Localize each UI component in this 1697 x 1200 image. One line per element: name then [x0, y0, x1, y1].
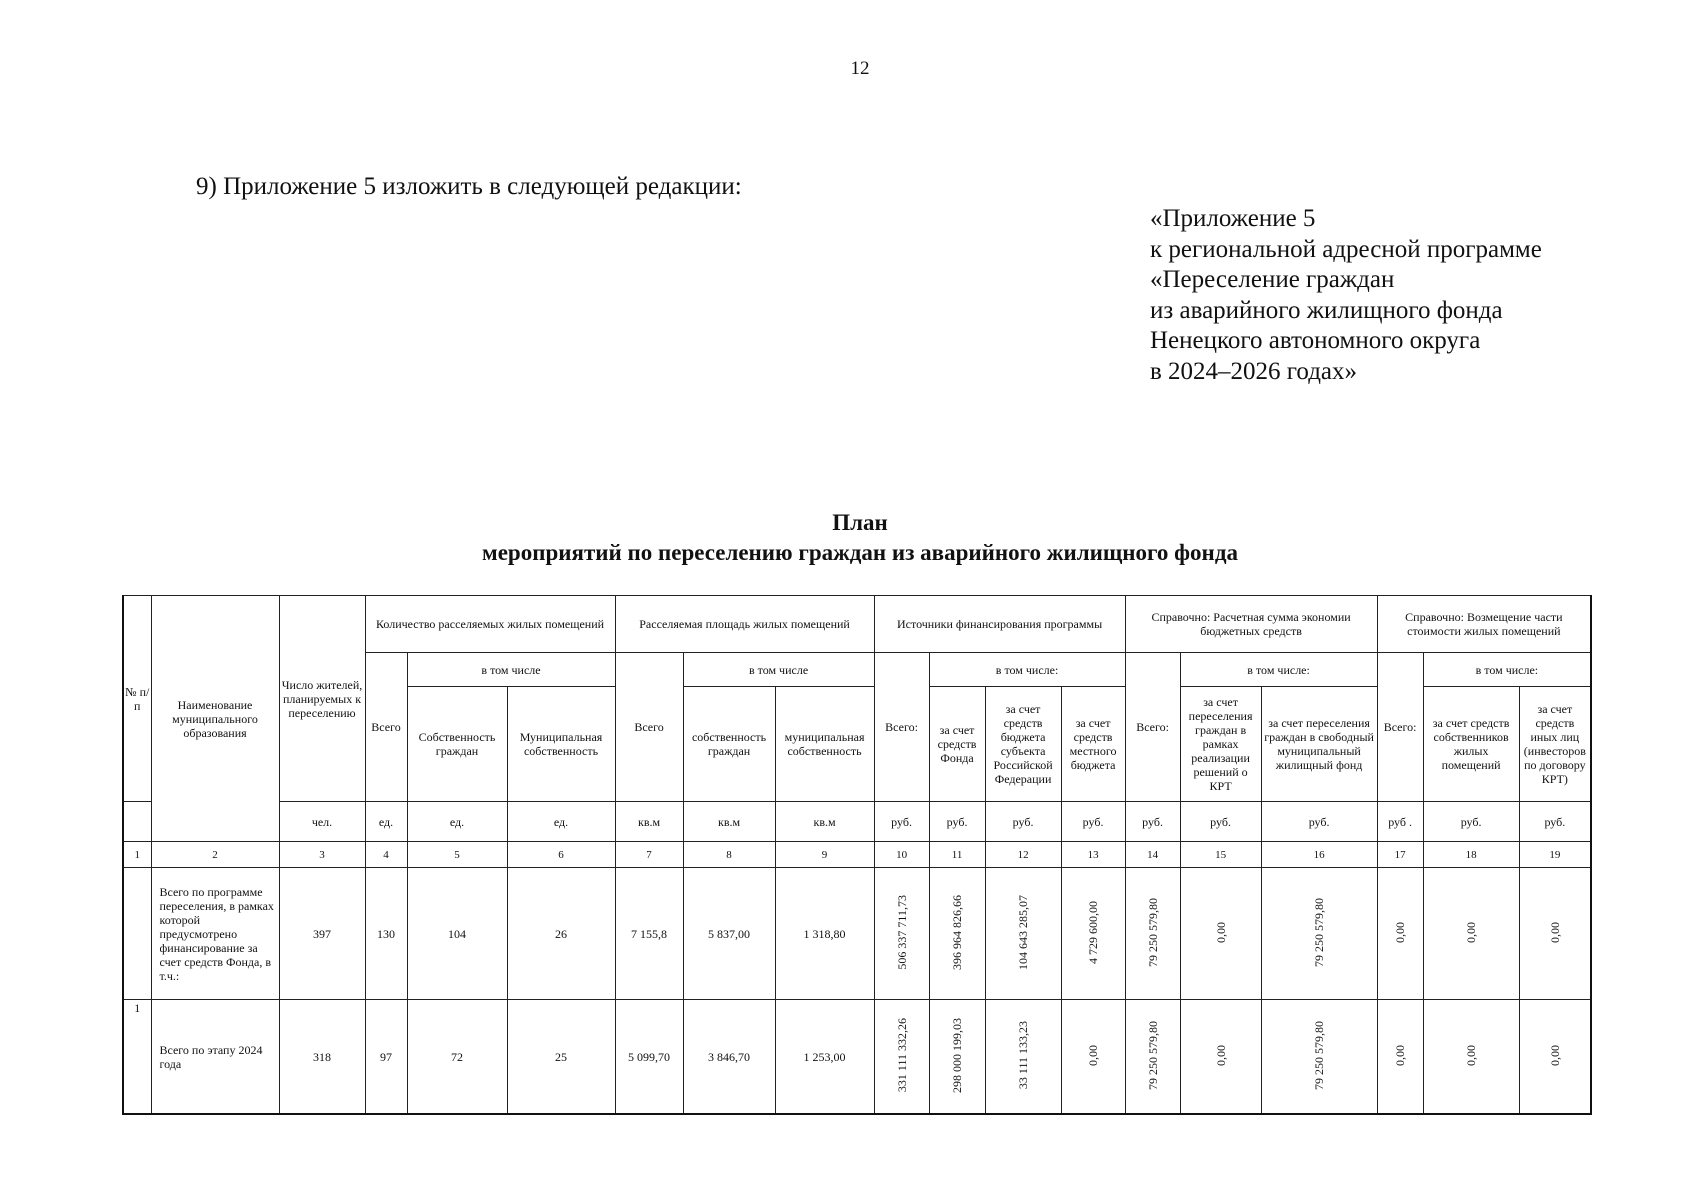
row-area-municipal: 1 318,80 [775, 868, 874, 1000]
header-residents: Число жителей, планируемых к переселению [279, 596, 365, 802]
header-comp-incl: в том числе: [1423, 653, 1591, 687]
column-number: 6 [507, 842, 615, 868]
comp-owners-value: 0,00 [1464, 1044, 1479, 1066]
economy-krt-value: 0,00 [1213, 1044, 1228, 1066]
column-number: 11 [929, 842, 985, 868]
plan-title-line: План [832, 510, 888, 535]
row-area-total: 5 099,70 [615, 1000, 683, 1114]
column-number: 19 [1519, 842, 1591, 868]
appendix-line: к региональной адресной программе [1150, 235, 1542, 263]
header-compensation-group: Справочно: Возмещение части стоимости жилых помещений [1377, 596, 1591, 653]
economy-total-value: 79 250 579,80 [1145, 897, 1160, 967]
units-row [123, 802, 1591, 842]
row-economy-krt [1180, 1000, 1261, 1114]
header-area-municipal: муниципальная собственность [775, 687, 874, 802]
header-finance-total: Всего: [874, 653, 929, 802]
row-premises-total: 130 [365, 868, 407, 1000]
row-premises-total: 97 [365, 1000, 407, 1114]
header-comp-investors: за счет средств иных лиц (инвесторов по договору КРТ) [1519, 687, 1591, 802]
finance-subject-value: 33 111 133,23 [1016, 1021, 1031, 1090]
row-area-municipal: 1 253,00 [775, 1000, 874, 1114]
header-premises-citizens: Собственность граждан [407, 687, 507, 802]
header-num: № п/п [123, 596, 151, 802]
row-economy-free [1261, 868, 1377, 1000]
column-number: 5 [407, 842, 507, 868]
column-number: 3 [279, 842, 365, 868]
column-number: 18 [1423, 842, 1519, 868]
header-finance-subject: за счет средств бюджета субъекта Российской Федерации [985, 687, 1061, 802]
unit-cell: руб. [1061, 802, 1125, 842]
row-residents: 318 [279, 1000, 365, 1114]
row-premises-citizens: 104 [407, 868, 507, 1000]
row-area-total: 7 155,8 [615, 868, 683, 1000]
comp-investors-value: 0,00 [1547, 921, 1562, 943]
header-economy-total: Всего: [1125, 653, 1180, 802]
unit-cell: кв.м [683, 802, 775, 842]
column-numbers-row [123, 842, 1591, 868]
row-finance-fund [929, 1000, 985, 1114]
row-comp-total [1377, 868, 1423, 1000]
page-number: 12 [850, 58, 870, 79]
comp-total-value: 0,00 [1393, 921, 1408, 943]
comp-owners-value: 0,00 [1464, 921, 1479, 943]
unit-cell: кв.м [775, 802, 874, 842]
unit-cell: ед. [365, 802, 407, 842]
header-row-groups [123, 596, 1591, 653]
row-finance-subject [985, 868, 1061, 1000]
row-economy-krt [1180, 868, 1261, 1000]
row-name: Всего по этапу 2024 года [151, 1000, 279, 1114]
economy-free-value: 79 250 579,80 [1312, 897, 1327, 967]
column-number: 17 [1377, 842, 1423, 868]
row-name: Всего по программе переселения, в рамках которой предусмотрено финансирование за счет средств Фонда, в т.ч.: [151, 868, 279, 1000]
header-economy-incl: в том числе: [1180, 653, 1377, 687]
appendix-line: «Переселение граждан [1150, 266, 1395, 293]
header-area-citizens: собственность граждан [683, 687, 775, 802]
finance-fund-value: 396 964 826,66 [950, 894, 965, 970]
header-premises-municipal: Муниципальная собственность [507, 687, 615, 802]
appendix-line: Ненецкого автономного округа [1150, 327, 1481, 354]
table-row [123, 1000, 1591, 1114]
unit-cell: ед. [407, 802, 507, 842]
unit-cell: руб . [1377, 802, 1423, 842]
row-economy-total [1125, 1000, 1180, 1114]
header-premises-incl: в том числе [407, 653, 615, 687]
header-finance-local: за счет средств местного бюджета [1061, 687, 1125, 802]
unit-cell: ед. [507, 802, 615, 842]
unit-cell: руб. [929, 802, 985, 842]
column-number: 2 [151, 842, 279, 868]
row-finance-subject [985, 1000, 1061, 1114]
row-area-citizens: 5 837,00 [683, 868, 775, 1000]
header-area-incl: в том числе [683, 653, 874, 687]
column-number: 12 [985, 842, 1061, 868]
column-number: 10 [874, 842, 929, 868]
unit-cell: руб. [1180, 802, 1261, 842]
plan-title [0, 508, 1697, 568]
column-number: 4 [365, 842, 407, 868]
header-mun-name: Наименование муниципального образования [151, 596, 279, 842]
finance-total-value: 331 111 332,26 [894, 1018, 909, 1093]
unit-cell: кв.м [615, 802, 683, 842]
finance-local-value: 0,00 [1086, 1044, 1101, 1066]
header-premises-total: Всего [365, 653, 407, 802]
row-economy-free [1261, 1000, 1377, 1114]
unit-cell: чел. [279, 802, 365, 842]
row-comp-investors [1519, 868, 1591, 1000]
row-finance-total [874, 868, 929, 1000]
row-comp-total [1377, 1000, 1423, 1114]
row-premises-citizens: 72 [407, 1000, 507, 1114]
row-premises-municipal: 25 [507, 1000, 615, 1114]
appendix-header [1150, 204, 1542, 387]
plan-title-line: мероприятий по переселению граждан из аварийного жилищного фонда [482, 540, 1238, 565]
header-comp-owners: за счет средств собственников жилых помещений [1423, 687, 1519, 802]
row-finance-total [874, 1000, 929, 1114]
row-residents: 397 [279, 868, 365, 1000]
row-comp-investors [1519, 1000, 1591, 1114]
column-number: 15 [1180, 842, 1261, 868]
header-premises-group: Количество расселяемых жилых помещений [365, 596, 615, 653]
header-area-group: Расселяемая площадь жилых помещений [615, 596, 874, 653]
row-comp-owners [1423, 1000, 1519, 1114]
unit-cell: руб. [1423, 802, 1519, 842]
finance-fund-value: 298 000 199,03 [950, 1017, 965, 1093]
row-finance-fund [929, 868, 985, 1000]
column-number: 13 [1061, 842, 1125, 868]
economy-free-value: 79 250 579,80 [1312, 1020, 1327, 1090]
row-comp-owners [1423, 868, 1519, 1000]
economy-total-value: 79 250 579,80 [1145, 1020, 1160, 1090]
unit-num [123, 802, 151, 842]
column-number: 14 [1125, 842, 1180, 868]
row-finance-local [1061, 868, 1125, 1000]
finance-local-value: 4 729 600,00 [1086, 900, 1101, 964]
column-number: 1 [123, 842, 151, 868]
comp-total-value: 0,00 [1393, 1044, 1408, 1066]
unit-cell: руб. [985, 802, 1061, 842]
column-number: 8 [683, 842, 775, 868]
header-finance-incl: в том числе: [929, 653, 1125, 687]
economy-krt-value: 0,00 [1213, 921, 1228, 943]
appendix-line: в 2024–2026 годах» [1150, 357, 1358, 385]
finance-subject-value: 104 643 285,07 [1016, 894, 1031, 970]
header-finance-fund: за счет средств Фонда [929, 687, 985, 802]
comp-investors-value: 0,00 [1547, 1044, 1562, 1066]
appendix-line: «Приложение 5 [1150, 205, 1316, 232]
table-row [123, 868, 1591, 1000]
column-number: 16 [1261, 842, 1377, 868]
header-comp-total: Всего: [1377, 653, 1423, 802]
header-economy-krt: за счет переселения граждан в рамках реализации решений о КРТ [1180, 687, 1261, 802]
appendix-line: из аварийного жилищного фонда [1150, 296, 1503, 324]
unit-cell: руб. [1125, 802, 1180, 842]
header-economy-group: Справочно: Расчетная сумма экономии бюджетных средств [1125, 596, 1377, 653]
header-area-total: Всего [615, 653, 683, 802]
unit-cell: руб. [874, 802, 929, 842]
row-area-citizens: 3 846,70 [683, 1000, 775, 1114]
column-number: 7 [615, 842, 683, 868]
row-num [123, 868, 151, 1000]
resettlement-plan-table [122, 595, 1592, 1115]
header-finance-group: Источники финансирования программы [874, 596, 1125, 653]
row-premises-municipal: 26 [507, 868, 615, 1000]
amendment-instruction: 9) Приложение 5 изложить в следующей редакции: [196, 173, 742, 200]
row-economy-total [1125, 868, 1180, 1000]
finance-total-value: 506 337 711,73 [894, 895, 909, 970]
row-finance-local [1061, 1000, 1125, 1114]
column-number: 9 [775, 842, 874, 868]
unit-cell: руб. [1519, 802, 1591, 842]
header-economy-free: за счет переселения граждан в свободный муниципальный жилищный фонд [1261, 687, 1377, 802]
unit-cell: руб. [1261, 802, 1377, 842]
row-num: 1 [123, 1000, 151, 1114]
